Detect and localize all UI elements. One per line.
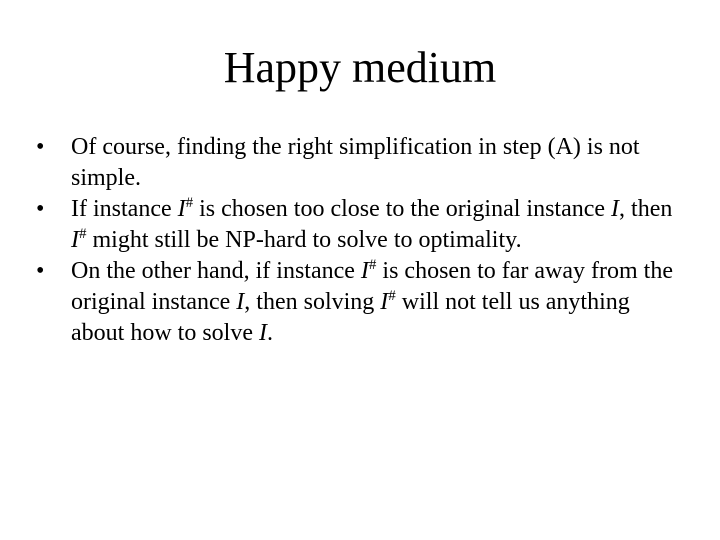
text-segment: is chosen too close to the original instance	[193, 196, 612, 222]
italic-text: I	[177, 196, 186, 222]
text-segment: If instance	[71, 196, 178, 222]
text-segment: is chosen to far away from the original instance	[71, 258, 673, 315]
text-segment: On the other hand, if instance	[71, 258, 361, 284]
text-segment: , then	[619, 196, 673, 222]
bullet-item	[36, 132, 686, 194]
bullet-item	[36, 194, 686, 256]
italic-text: I	[611, 196, 620, 222]
text-segment: .	[266, 320, 273, 346]
italic-text: I	[236, 289, 245, 315]
superscript-text: #	[79, 226, 87, 242]
superscript-text: #	[368, 257, 377, 273]
superscript-text: #	[185, 195, 194, 211]
italic-text: I	[258, 320, 267, 346]
bullet-item	[36, 256, 686, 349]
bullet-icon	[36, 132, 71, 163]
italic-text: I	[71, 227, 79, 253]
bullet-icon	[36, 256, 71, 287]
italic-text: I	[380, 289, 389, 315]
slide-title: Happy medium	[223, 43, 497, 92]
bullet-text	[71, 196, 672, 253]
text-segment: will not tell us anything about how to solve	[71, 289, 630, 346]
bullet-text	[71, 258, 673, 346]
italic-text: I	[360, 258, 369, 284]
bullet-text	[71, 134, 640, 191]
bullet-list	[36, 132, 686, 349]
superscript-text: #	[388, 288, 396, 304]
text-segment: Of course, finding the right simplification in step (A) is not simple.	[71, 134, 640, 191]
text-segment: , then solving	[244, 289, 381, 315]
text-segment: might still be NP-hard to solve to optimality.	[86, 227, 522, 253]
bullet-icon	[36, 194, 71, 225]
